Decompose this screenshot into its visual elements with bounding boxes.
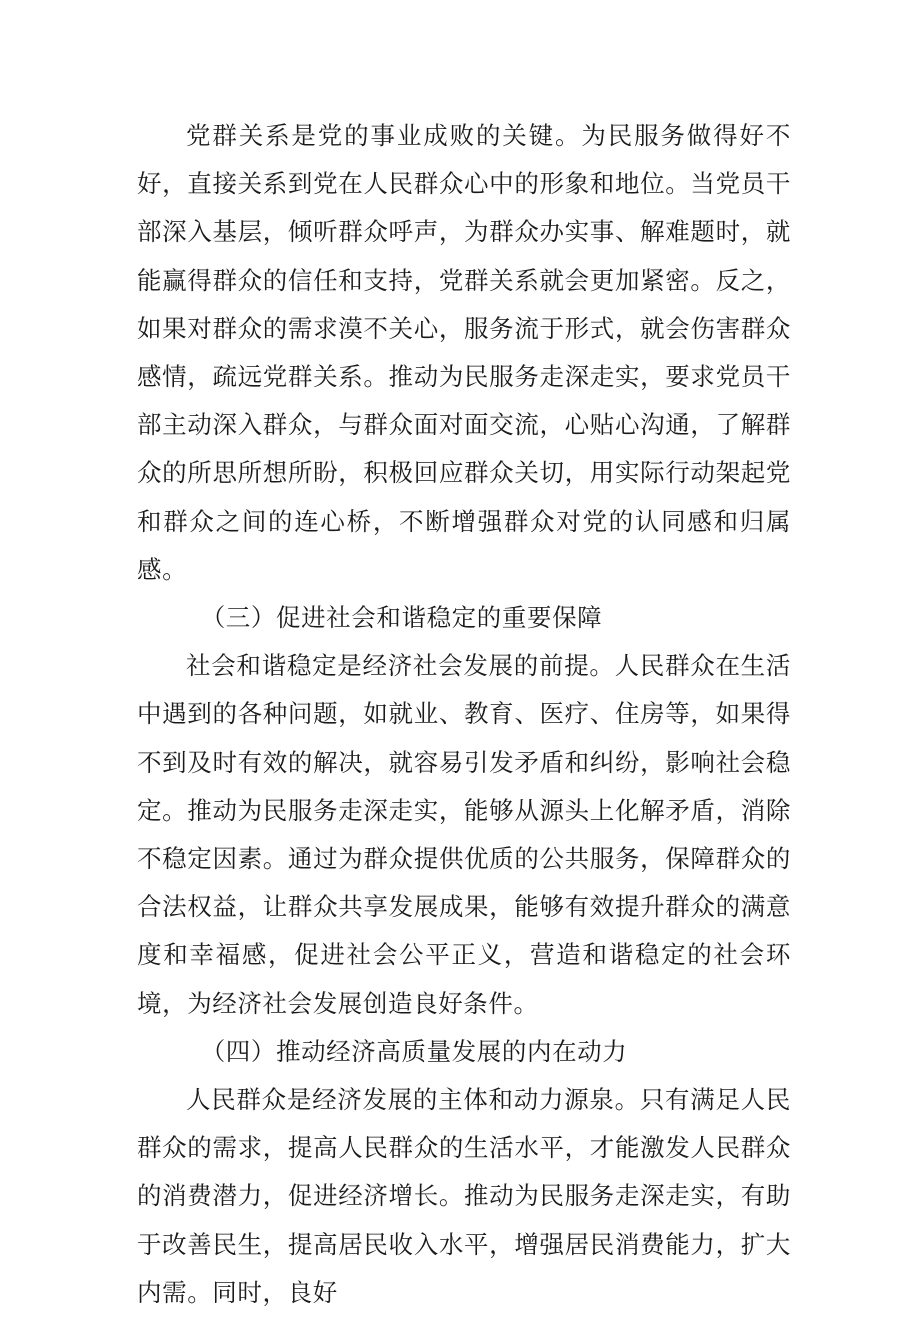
paragraph-party-mass-relations: 党群关系是党的事业成败的关键。为民服务做得好不好，直接关系到党在人民群众心中的形象和地位。当党员干部深入基层，倾听群众呼声，为群众办实事、解难题时，就能赢得群众的信任和支持，党群关系就会更加紧密。反之，如果对群众的需求漠不关心，服务流于形式，就会伤害群众感情，疏远党群关系。推动为民服务走深走实，要求党员干部主动深入群众，与群众面对面交流，心贴心沟通，了解群众的所思所想所盼，积极回应群众关切，用实际行动架起党和群众之间的连心桥，不断增强群众对党的认同感和归属感。 bbox=[137, 121, 791, 584]
paragraph-economic-development: 人民群众是经济发展的主体和动力源泉。只有满足人民群众的需求，提高人民群众的生活水平，才能激发人民群众的消费潜力，促进经济增长。推动为民服务走深走实，有助于改善民生，提高居民收入水平，增强居民消费能力，扩大内需。同时，良好 bbox=[137, 1085, 791, 1307]
section-heading-3: （三）促进社会和谐稳定的重要保障 bbox=[200, 603, 603, 633]
document-body bbox=[137, 112, 791, 1317]
section-heading-4: （四）推动经济高质量发展的内在动力 bbox=[200, 1036, 628, 1066]
paragraph-social-stability: 社会和谐稳定是经济社会发展的前提。人民群众在生活中遇到的各种问题，如就业、教育、医疗、住房等，如果得不到及时有效的解决，就容易引发矛盾和纠纷，影响社会稳定。推动为民服务走深走实，能够从源头上化解矛盾，消除不稳定因素。通过为群众提供优质的公共服务，保障群众的合法权益，让群众共享发展成果，能够有效提升群众的满意度和幸福感，促进社会公平正义，营造和谐稳定的社会环境，为经济社会发展创造良好条件。 bbox=[137, 651, 791, 1018]
